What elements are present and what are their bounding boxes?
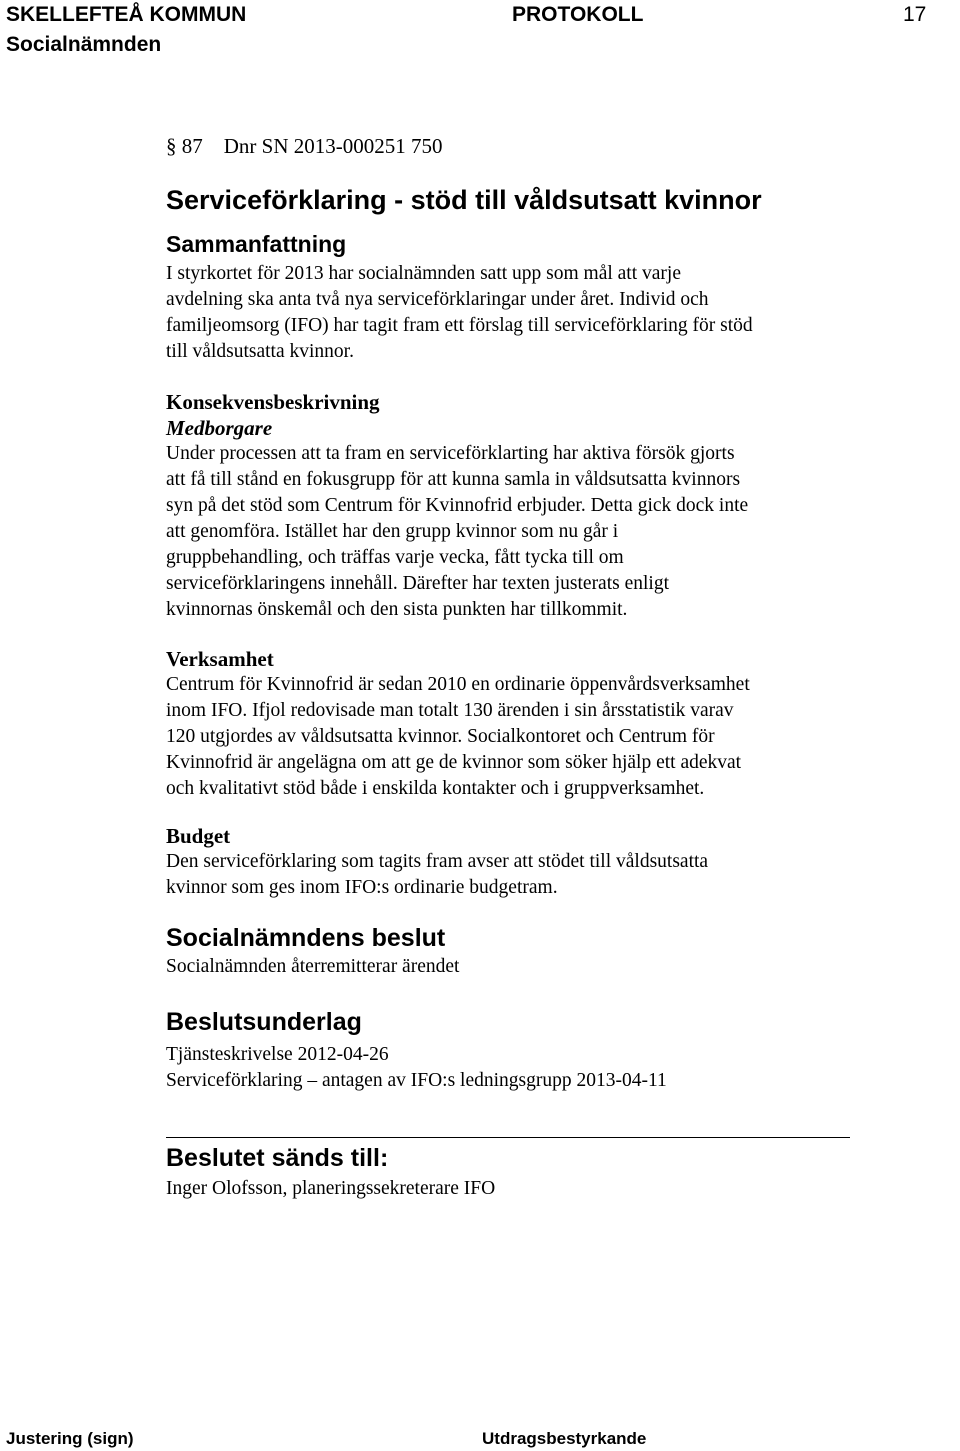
operations-section <box>166 646 946 802</box>
footer-signature-label: Justering (sign) <box>6 1429 134 1448</box>
summary-text <box>166 261 946 365</box>
budget-section <box>166 823 946 901</box>
budget-text <box>166 849 946 901</box>
citizens-line: Under processen att ta fram en serviceförklarting har aktiva försök gjorts <box>166 443 735 464</box>
sent-to-recipients: Inger Olofsson, planeringssekreterare IFO <box>166 1178 496 1199</box>
citizens-line: att genomföra. Istället har den grupp kvinnor som nu går i <box>166 521 619 542</box>
basis-list <box>166 1042 946 1094</box>
sent-to-section <box>166 1142 946 1202</box>
decision-text: Socialnämnden återremitterar ärendet <box>166 956 460 977</box>
paragraph-number: § 87 <box>166 134 203 158</box>
operations-line: och kvalitativt stöd både i enskilda kontakter och i gruppverksamhet. <box>166 778 705 799</box>
citizens-heading: Medborgare <box>166 416 273 440</box>
citizens-line: att få till stånd en fokusgrupp för att kunna samla in våldsutsatta kvinnors <box>166 469 741 490</box>
decision-heading: Socialnämndens beslut <box>166 924 446 952</box>
basis-heading: Beslutsunderlag <box>166 1008 362 1036</box>
summary-section <box>166 229 946 365</box>
budget-heading: Budget <box>166 824 231 848</box>
decision-section <box>166 922 946 980</box>
summary-line: avdelning ska anta två nya serviceförklaringar under året. Individ och <box>166 289 709 310</box>
citizens-text <box>166 441 946 623</box>
summary-heading: Sammanfattning <box>166 231 347 257</box>
citizens-line: gruppbehandling, och träffas varje vecka, fått tycka till om <box>166 547 624 568</box>
document-type: PROTOKOLL <box>512 3 644 26</box>
consequences-heading: Konsekvensbeskrivning <box>166 390 380 414</box>
citizens-line: syn på det stöd som Centrum för Kvinnofrid erbjuder. Detta gick dock inte <box>166 495 749 516</box>
consequences-section <box>166 389 946 623</box>
summary-line: familjeomsorg (IFO) har tagit fram ett förslag till serviceförklaring för stöd <box>166 315 753 336</box>
basis-item: Serviceförklaring – antagen av IFO:s ledningsgrupp 2013-04-11 <box>166 1070 667 1091</box>
operations-heading: Verksamhet <box>166 647 274 671</box>
committee-name: Socialnämnden <box>6 33 162 56</box>
case-title: Serviceförklaring - stöd till våldsutsatt kvinnor <box>166 185 762 215</box>
divider-line <box>166 1137 850 1138</box>
case-line <box>166 132 443 160</box>
budget-line: Den serviceförklaring som tagits fram avser att stödet till våldsutsatta <box>166 851 709 872</box>
page-number: 17 <box>903 3 927 26</box>
summary-line: I styrkortet för 2013 har socialnämnden satt upp som mål att varje <box>166 263 681 284</box>
operations-line: 120 utgjordes av våldsutsatta kvinnor. Socialkontoret och Centrum för <box>166 726 715 747</box>
case-reference: Dnr SN 2013-000251 750 <box>223 134 443 158</box>
operations-line: Kvinnofrid är angelägna om att ge de kvinnor som söker hjälp ett adekvat <box>166 752 742 773</box>
operations-line: Centrum för Kvinnofrid är sedan 2010 en ordinarie öppenvårdsverksamhet <box>166 674 750 695</box>
budget-line: kvinnor som ges inom IFO:s ordinarie budgetram. <box>166 877 558 898</box>
citizens-line: kvinnornas önskemål och den sista punkten har tillkommit. <box>166 599 628 620</box>
basis-item: Tjänsteskrivelse 2012-04-26 <box>166 1044 389 1065</box>
municipality-name: SKELLEFTEÅ KOMMUN <box>6 3 247 26</box>
operations-line: inom IFO. Ifjol redovisade man totalt 130 ärenden i sin årsstatistik varav <box>166 700 734 721</box>
basis-section <box>166 1006 946 1094</box>
sent-to-heading: Beslutet sänds till: <box>166 1144 389 1172</box>
summary-line: till våldsutsatta kvinnor. <box>166 341 354 362</box>
footer-certification-label: Utdragsbestyrkande <box>482 1429 647 1448</box>
operations-text <box>166 672 946 802</box>
citizens-line: serviceförklaringens innehåll. Därefter har texten justerats enligt <box>166 573 670 594</box>
